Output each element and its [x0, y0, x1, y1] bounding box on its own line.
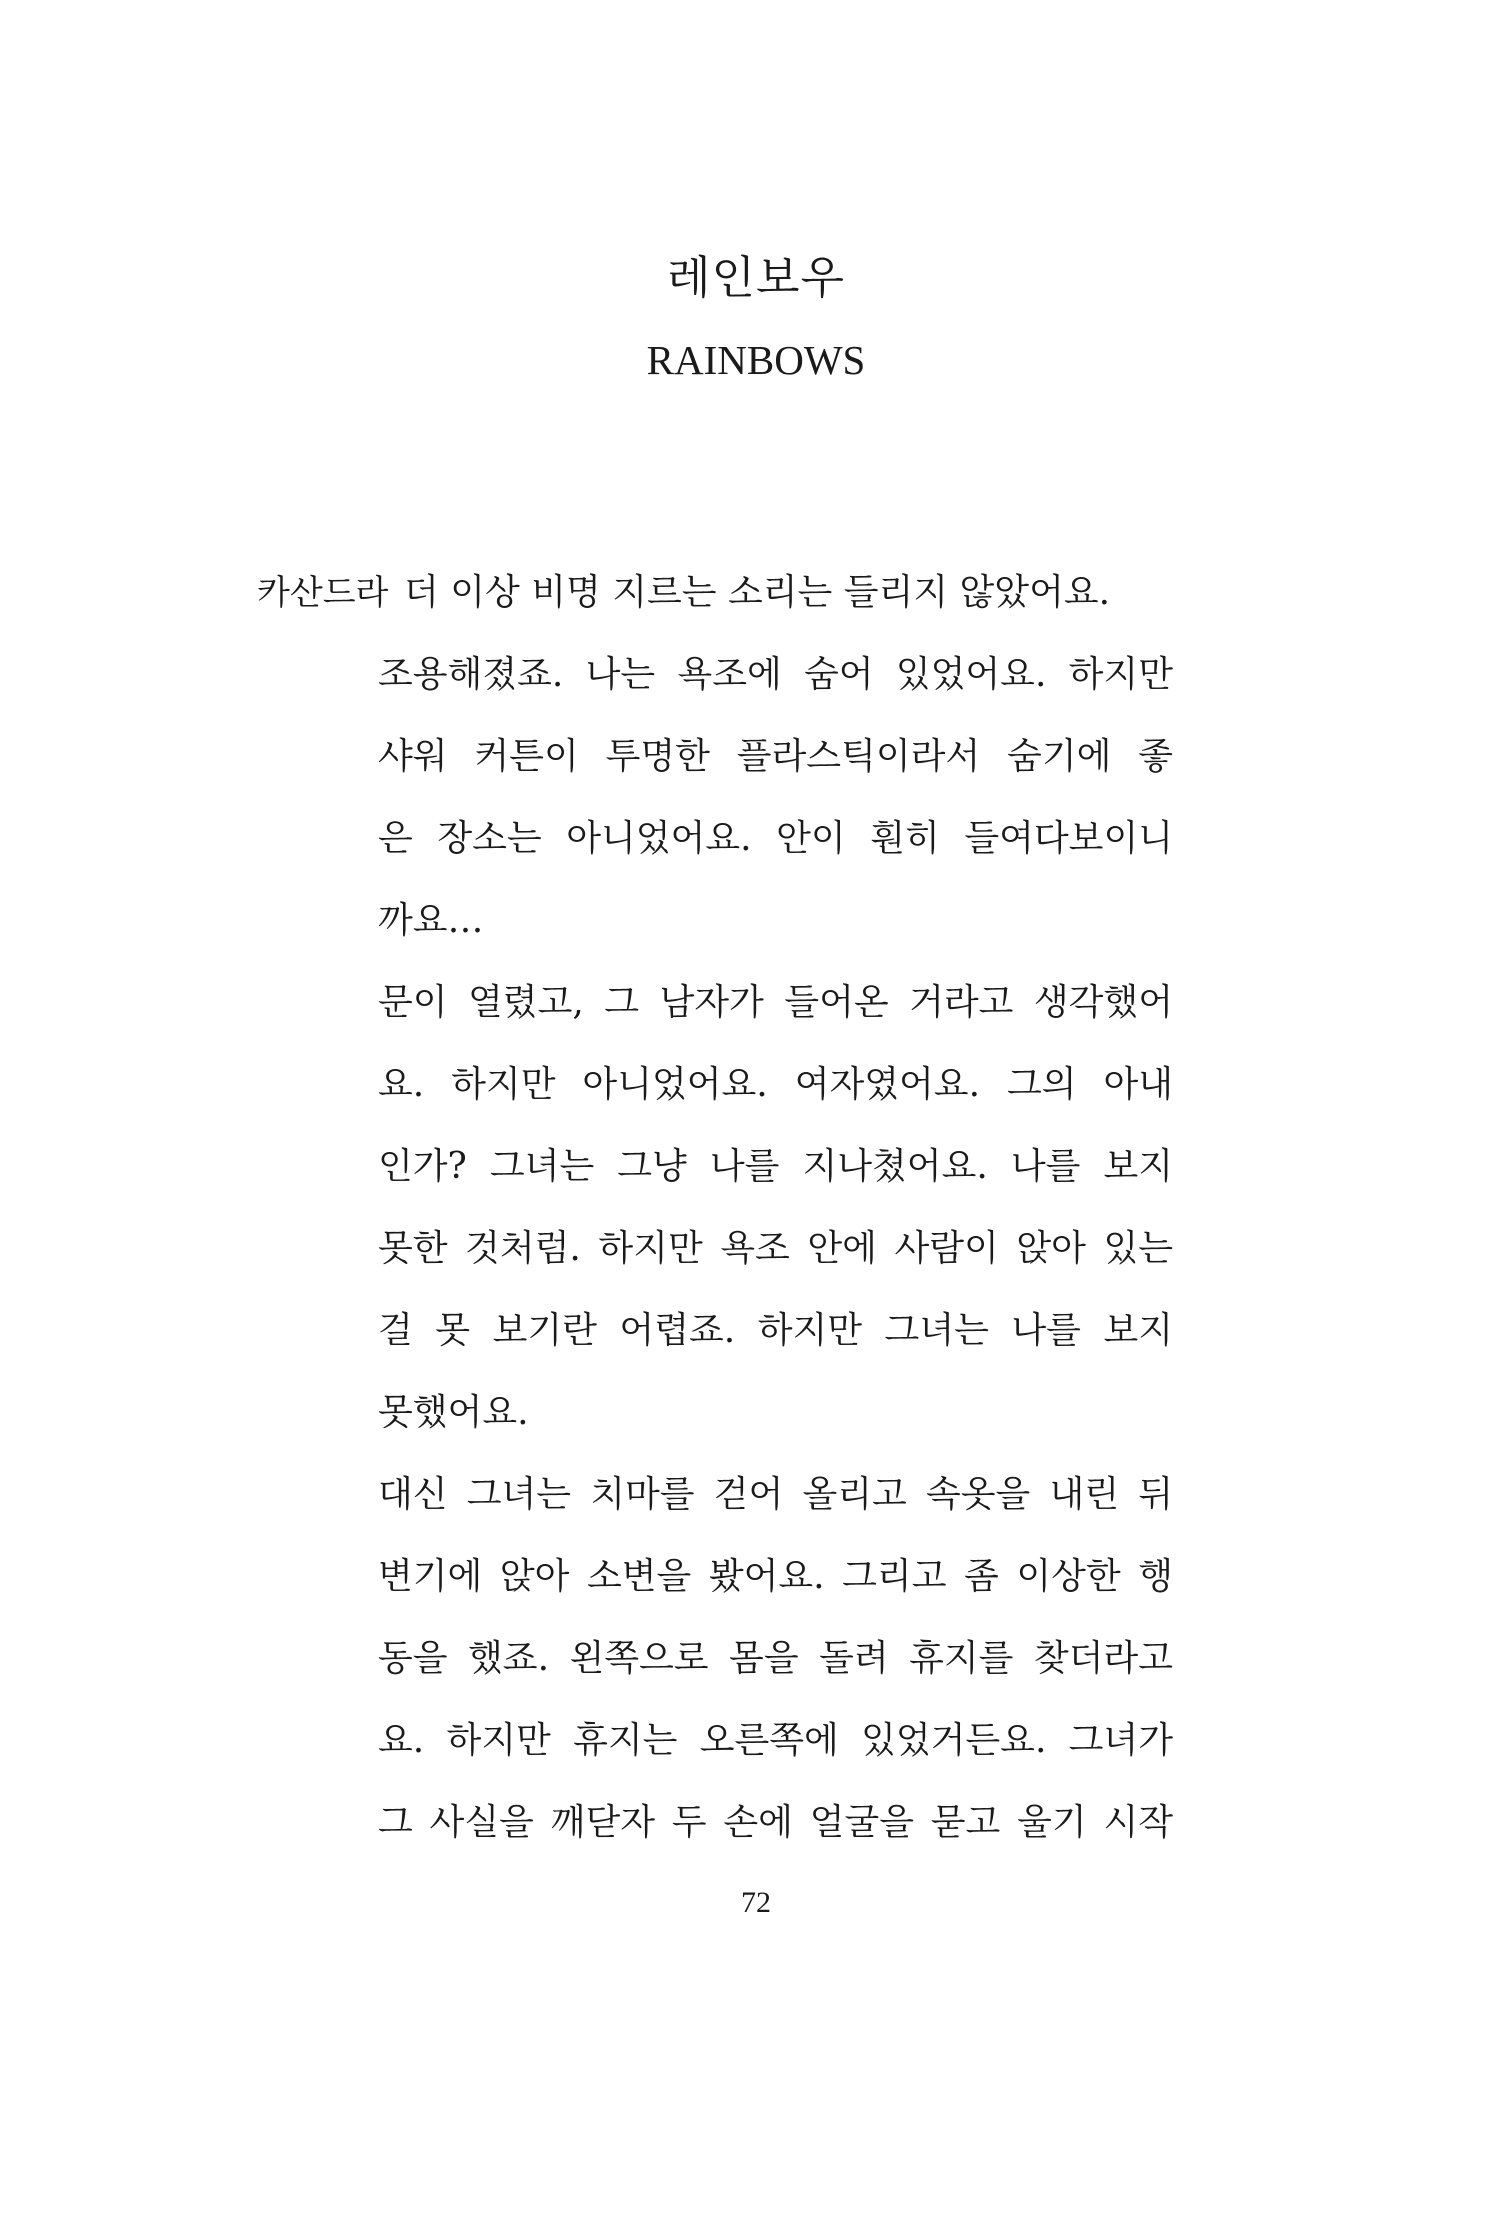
- dialogue-line: 샤워 커튼이 투명한 플라스틱이라서 숨기에 좋: [378, 736, 1173, 777]
- dialogue-line: 까요…: [378, 900, 484, 941]
- dialogue-line: 대신 그녀는 치마를 걷어 올리고 속옷을 내린 뒤: [378, 1474, 1173, 1515]
- dialogue-line: 못한 것처럼. 하지만 욕조 안에 사람이 앉아 있는: [378, 1228, 1173, 1269]
- dialogue-line: 요. 하지만 휴지는 오른쪽에 있었거든요. 그녀가: [378, 1720, 1173, 1761]
- dialogue-line: 걸 못 보기란 어렵죠. 하지만 그녀는 나를 보지: [378, 1310, 1173, 1351]
- dialogue-line: 은 장소는 아니었어요. 안이 훤히 들여다보이니: [378, 818, 1173, 859]
- page-number: 72: [741, 1886, 771, 1919]
- dialogue-line: 변기에 앉아 소변을 봤어요. 그리고 좀 이상한 행: [378, 1556, 1173, 1597]
- chapter-title-english: RAINBOWS: [646, 337, 866, 383]
- dialogue-line: 더 이상 비명 지르는 소리는 들리지 않았어요.: [404, 572, 1111, 613]
- dialogue-line: 문이 열렸고, 그 남자가 들어온 거라고 생각했어: [378, 982, 1173, 1023]
- chapter-title-korean: 레인보우: [667, 251, 845, 304]
- dialogue-line: 요. 하지만 아니었어요. 여자였어요. 그의 아내: [378, 1064, 1173, 1105]
- speaker-name: 카산드라: [257, 573, 389, 613]
- dialogue-line: 인가? 그녀는 그냥 나를 지나쳤어요. 나를 보지: [378, 1146, 1173, 1187]
- dialogue-line: 동을 했죠. 왼쪽으로 몸을 돌려 휴지를 찾더라고: [378, 1638, 1173, 1679]
- dialogue-line: 그 사실을 깨닫자 두 손에 얼굴을 묻고 울기 시작: [378, 1802, 1173, 1843]
- dialogue-line: 조용해졌죠. 나는 욕조에 숨어 있었어요. 하지만: [378, 654, 1173, 695]
- dialogue-line: 못했어요.: [378, 1392, 529, 1433]
